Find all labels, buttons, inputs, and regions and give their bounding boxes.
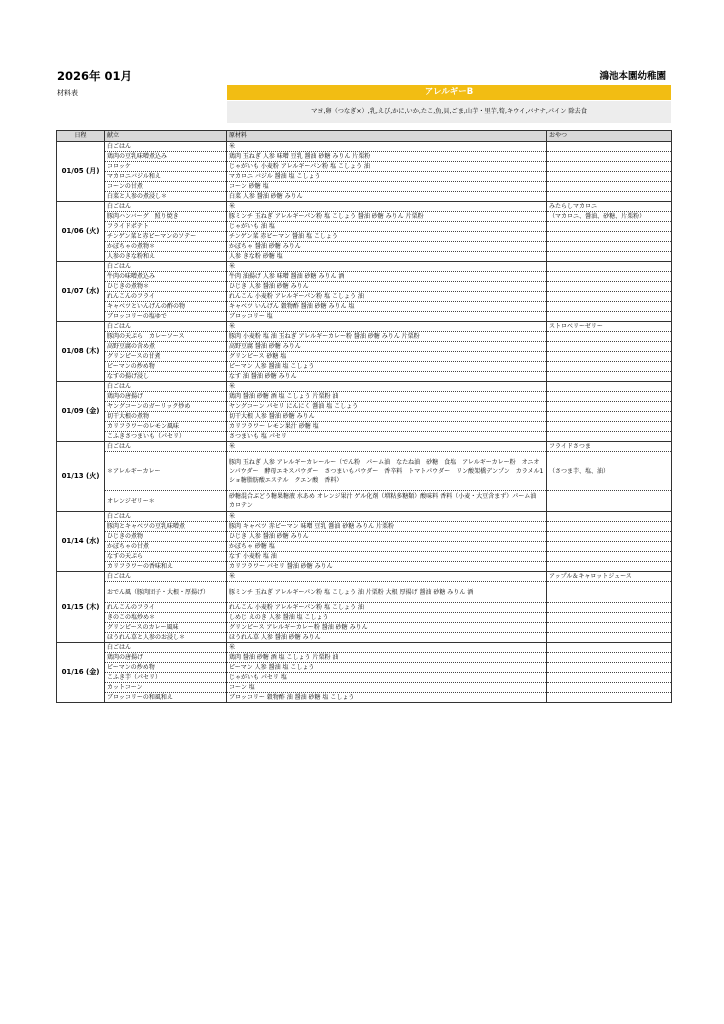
dish-ingredients: じゃがいも 小麦粉 アレルギーパン粉 塩 こしょう 油	[227, 162, 547, 172]
dish-name: こふきさつまいも（パセリ）	[105, 432, 227, 442]
day-date: 01/07 (水)	[57, 262, 105, 322]
snack-cell	[547, 352, 672, 362]
table-row	[57, 512, 672, 522]
dish-ingredients: ピーマン 人参 醤油 塩 こしょう	[227, 663, 547, 673]
snack-cell	[547, 292, 672, 302]
dish-ingredients: 豚肉 玉ねぎ 人参 アレルギーカレールー（でん粉 パーム油 なたね油 砂糖 食塩 アレルギーカレー粉 オニオンパウダー 酵母エキスパウダー さつまいもパウダー 香辛料 トマトパウダー リン酸架橋デンプン カラメル1 ショ糖脂肪酸エステル クエン酸 香料）	[227, 452, 547, 491]
dish-name: 白菜と人参の煮浸し＊	[105, 192, 227, 202]
dish-name: 白ごはん	[105, 572, 227, 582]
dish-name: なすの揚げ浸し	[105, 372, 227, 382]
dish-ingredients: ブロッコリー 塩	[227, 312, 547, 322]
table-row	[57, 342, 672, 352]
table-row	[57, 442, 672, 452]
snack-cell	[547, 382, 672, 392]
snack-cell	[547, 613, 672, 623]
dish-ingredients: グリンピース 砂糖 塩	[227, 352, 547, 362]
table-row	[57, 522, 672, 532]
dish-name: コーンの甘煮	[105, 182, 227, 192]
dish-name: 白ごはん	[105, 382, 227, 392]
dish-ingredients: ひじき 人参 醤油 砂糖 みりん	[227, 282, 547, 292]
table-row	[57, 392, 672, 402]
dish-name: オレンジゼリー＊	[105, 491, 227, 512]
dish-ingredients: チンゲン菜 赤ピーマン 醤油 塩 こしょう	[227, 232, 547, 242]
dish-name: 白ごはん	[105, 322, 227, 332]
dish-name: ひじきの煮物＊	[105, 282, 227, 292]
table-row	[57, 142, 672, 152]
day-date: 01/05 (月)	[57, 142, 105, 202]
dish-name: 鶏肉の唐揚げ	[105, 392, 227, 402]
table-row	[57, 352, 672, 362]
dish-name: 豚肉の天ぷら カレーソース	[105, 332, 227, 342]
dish-ingredients: 砂糖混合ぶどう糖果糖液 水あめ オレンジ果汁 ゲル化剤（増粘多糖類）酸味料 香料（小麦・大豆含まず）パーム油 カロテン	[227, 491, 547, 512]
dish-name: チンゲン菜と赤ピーマンのソテー	[105, 232, 227, 242]
dish-name: 白ごはん	[105, 512, 227, 522]
dish-name: かぼちゃの甘煮	[105, 542, 227, 552]
snack-cell	[547, 162, 672, 172]
snack-cell	[547, 552, 672, 562]
snack-cell	[547, 653, 672, 663]
snack-cell: アップル＆キャロットジュース	[547, 572, 672, 582]
dish-name: きのこの塩炒め＊	[105, 613, 227, 623]
dish-ingredients: 米	[227, 322, 547, 332]
table-row	[57, 673, 672, 683]
snack-cell	[547, 302, 672, 312]
dish-name: 切干大根の煮物	[105, 412, 227, 422]
dish-ingredients: 白菜 人参 醤油 砂糖 みりん	[227, 192, 547, 202]
dish-ingredients: 豚肉 キャベツ 赤ピーマン 味噌 豆乳 醤油 砂糖 みりん 片栗粉	[227, 522, 547, 532]
dish-name: グリンピースの甘煮	[105, 352, 227, 362]
snack-cell	[547, 432, 672, 442]
dish-name: 豚肉とキャベツの豆乳味噌煮	[105, 522, 227, 532]
dish-ingredients: ピーマン 人参 醤油 塩 こしょう	[227, 362, 547, 372]
dish-ingredients: さつまいも 塩 パセリ	[227, 432, 547, 442]
dish-ingredients: キャベツ いんげん 穀物酢 醤油 砂糖 みりん 塩	[227, 302, 547, 312]
table-row	[57, 653, 672, 663]
dish-name: 鶏肉の豆乳味噌煮込み	[105, 152, 227, 162]
snack-cell	[547, 633, 672, 643]
dish-ingredients: 豚ミンチ 玉ねぎ アレルギーパン粉 塩 こしょう 醤油 砂糖 みりん 片栗粉	[227, 212, 547, 222]
dish-ingredients: カリフラワー レモン果汁 砂糖 塩	[227, 422, 547, 432]
dish-ingredients: 米	[227, 382, 547, 392]
dish-name: 白ごはん	[105, 442, 227, 452]
table-row	[57, 182, 672, 192]
table-row	[57, 623, 672, 633]
day-date: 01/16 (金)	[57, 643, 105, 703]
table-row	[57, 272, 672, 282]
dish-name: カリフラワーのレモン風味	[105, 422, 227, 432]
snack-cell	[547, 182, 672, 192]
dish-ingredients: 米	[227, 142, 547, 152]
table-row	[57, 192, 672, 202]
snack-cell	[547, 693, 672, 703]
dish-name: ヤングコーンのガーリック炒め	[105, 402, 227, 412]
snack-cell	[547, 542, 672, 552]
day-date: 01/06 (火)	[57, 202, 105, 262]
dish-ingredients: 鶏肉 醤油 砂糖 酒 塩 こしょう 片栗粉 油	[227, 392, 547, 402]
snack-cell	[547, 362, 672, 372]
dish-name: ＊アレルギーカレー	[105, 452, 227, 491]
snack-cell	[547, 402, 672, 412]
table-row	[57, 412, 672, 422]
dish-ingredients: 人参 きな粉 砂糖 塩	[227, 252, 547, 262]
column-header-snack: おやつ	[547, 131, 672, 142]
table-row	[57, 302, 672, 312]
table-row	[57, 693, 672, 703]
table-row	[57, 582, 672, 603]
snack-cell	[547, 422, 672, 432]
column-header-date: 日程	[57, 131, 105, 142]
dish-name: ほうれん草と人参のお浸し＊	[105, 633, 227, 643]
dish-name: カットコーン	[105, 683, 227, 693]
day-date: 01/13 (火)	[57, 442, 105, 512]
snack-cell	[547, 683, 672, 693]
snack-cell: （マカロニ、醤油、砂糖、片栗粉）	[547, 212, 672, 222]
table-row	[57, 633, 672, 643]
table-row	[57, 162, 672, 172]
day-date: 01/08 (木)	[57, 322, 105, 382]
dish-ingredients: ひじき 人参 醤油 砂糖 みりん	[227, 532, 547, 542]
document-subtitle: 材料表	[57, 89, 78, 97]
dish-name: 白ごはん	[105, 202, 227, 212]
dish-ingredients: 米	[227, 442, 547, 452]
table-row	[57, 603, 672, 613]
table-row	[57, 242, 672, 252]
table-row	[57, 312, 672, 322]
dish-name: 豚肉ハンバーグ 照り焼き	[105, 212, 227, 222]
dish-ingredients: 鶏肉 玉ねぎ 人参 味噌 豆乳 醤油 砂糖 みりん 片栗粉	[227, 152, 547, 162]
dish-name: おでん風（豚肉団子・大根・厚揚げ）	[105, 582, 227, 603]
table-row	[57, 362, 672, 372]
dish-ingredients: グリンピース アレルギーカレー粉 醤油 砂糖 みりん	[227, 623, 547, 633]
dish-ingredients: 切干大根 人参 醤油 砂糖 みりん	[227, 412, 547, 422]
snack-cell	[547, 522, 672, 532]
snack-cell	[547, 232, 672, 242]
dish-name: キャベツといんげんの酢の物	[105, 302, 227, 312]
table-row	[57, 292, 672, 302]
snack-cell	[547, 242, 672, 252]
dish-name: コロッケ	[105, 162, 227, 172]
dish-ingredients: しめじ えのき 人参 醤油 塩 こしょう	[227, 613, 547, 623]
dish-name: こふき芋（パセリ）	[105, 673, 227, 683]
table-row	[57, 663, 672, 673]
snack-cell	[547, 412, 672, 422]
dish-name: 人参のきな粉和え	[105, 252, 227, 262]
table-row	[57, 232, 672, 242]
dish-ingredients: ほうれん草 人参 醤油 砂糖 みりん	[227, 633, 547, 643]
snack-cell	[547, 673, 672, 683]
table-row	[57, 322, 672, 332]
snack-cell	[547, 312, 672, 322]
snack-cell	[547, 342, 672, 352]
snack-cell	[547, 562, 672, 572]
dish-name: 白ごはん	[105, 262, 227, 272]
dish-ingredients: かぼちゃ 醤油 砂糖 みりん	[227, 242, 547, 252]
table-row	[57, 382, 672, 392]
allergen-exclusion-note: マヨ,卵（つなぎ×）,乳,えび,かに,いか,たこ,魚,貝,ごま,山芋・里芋,筍,キウイ,バナナ,パイン 除去食	[227, 101, 671, 123]
dish-name: 鶏肉の唐揚げ	[105, 653, 227, 663]
table-row	[57, 491, 672, 512]
dish-ingredients: 牛肉 油揚げ 人参 味噌 醤油 砂糖 みりん 酒	[227, 272, 547, 282]
dish-ingredients: じゃがいも パセリ 塩	[227, 673, 547, 683]
dish-ingredients: ヤングコーン パセリ にんにく 醤油 塩 こしょう	[227, 402, 547, 412]
dish-name: ピーマンの炒め物	[105, 663, 227, 673]
dish-ingredients: かぼちゃ 砂糖 塩	[227, 542, 547, 552]
dish-name: マカロニバジル和え	[105, 172, 227, 182]
snack-cell	[547, 252, 672, 262]
dish-ingredients: 米	[227, 202, 547, 212]
dish-ingredients: 米	[227, 262, 547, 272]
dish-name: 白ごはん	[105, 643, 227, 653]
snack-cell	[547, 152, 672, 162]
table-row	[57, 262, 672, 272]
dish-ingredients: 豚肉 小麦粉 塩 油 玉ねぎ アレルギーカレー粉 醤油 砂糖 みりん 片栗粉	[227, 332, 547, 342]
table-row	[57, 212, 672, 222]
table-row	[57, 452, 672, 491]
snack-cell	[547, 272, 672, 282]
dish-name: 高野豆腐の含め煮	[105, 342, 227, 352]
table-header-row	[57, 131, 672, 142]
dish-name: ひじきの煮物	[105, 532, 227, 542]
dish-ingredients: カリフラワー パセリ 醤油 砂糖 みりん	[227, 562, 547, 572]
dish-ingredients: コーン 塩	[227, 683, 547, 693]
snack-cell	[547, 372, 672, 382]
dish-ingredients: 高野豆腐 醤油 砂糖 みりん	[227, 342, 547, 352]
snack-cell	[547, 332, 672, 342]
snack-cell	[547, 262, 672, 272]
snack-cell: みたらしマカロニ	[547, 202, 672, 212]
table-row	[57, 572, 672, 582]
dish-name: なすの天ぷら	[105, 552, 227, 562]
dish-name: かぼちゃの煮物＊	[105, 242, 227, 252]
snack-cell	[547, 491, 672, 512]
menu-ingredients-table	[56, 130, 672, 703]
table-row	[57, 683, 672, 693]
allergy-type-banner: アレルギーB	[227, 85, 671, 100]
snack-cell	[547, 582, 672, 603]
snack-cell	[547, 222, 672, 232]
snack-cell	[547, 172, 672, 182]
menu-table-body	[57, 142, 672, 703]
dish-ingredients: 豚ミンチ 玉ねぎ アレルギーパン粉 塩 こしょう 油 片栗粉 大根 厚揚げ 醤油 砂糖 みりん 酒	[227, 582, 547, 603]
table-row	[57, 643, 672, 653]
page-title: 2026年 01月	[57, 69, 133, 83]
dish-name: 白ごはん	[105, 142, 227, 152]
dish-name: ブロッコリーの和風和え	[105, 693, 227, 703]
table-row	[57, 252, 672, 262]
table-row	[57, 202, 672, 212]
snack-cell	[547, 142, 672, 152]
snack-cell: （さつま芋、塩、油）	[547, 452, 672, 491]
dish-ingredients: ブロッコリー 穀物酢 油 醤油 砂糖 塩 こしょう	[227, 693, 547, 703]
table-row	[57, 222, 672, 232]
table-row	[57, 613, 672, 623]
snack-cell	[547, 603, 672, 613]
snack-cell	[547, 532, 672, 542]
snack-cell	[547, 282, 672, 292]
dish-ingredients: 米	[227, 512, 547, 522]
dish-name: フライドポテト	[105, 222, 227, 232]
table-row	[57, 402, 672, 412]
dish-name: れんこんのフライ	[105, 292, 227, 302]
dish-ingredients: れんこん 小麦粉 アレルギーパン粉 塩 こしょう 油	[227, 292, 547, 302]
table-row	[57, 422, 672, 432]
table-row	[57, 372, 672, 382]
dish-name: ピーマンの炒め物	[105, 362, 227, 372]
dish-ingredients: マカロニ バジル 醤油 塩 こしょう	[227, 172, 547, 182]
snack-cell	[547, 663, 672, 673]
dish-ingredients: なす 油 醤油 砂糖 みりん	[227, 372, 547, 382]
table-row	[57, 562, 672, 572]
dish-ingredients: 米	[227, 643, 547, 653]
dish-name: ブロッコリーの塩ゆで	[105, 312, 227, 322]
dish-ingredients: なす 小麦粉 塩 油	[227, 552, 547, 562]
table-row	[57, 332, 672, 342]
day-date: 01/09 (金)	[57, 382, 105, 442]
school-name: 鴻池本園幼稚園	[599, 71, 666, 82]
snack-cell	[547, 192, 672, 202]
dish-ingredients: 鶏肉 醤油 砂糖 酒 塩 こしょう 片栗粉 油	[227, 653, 547, 663]
dish-name: カリフラワーの香味和え	[105, 562, 227, 572]
snack-cell	[547, 392, 672, 402]
dish-name: れんこんのフライ	[105, 603, 227, 613]
day-date: 01/14 (水)	[57, 512, 105, 572]
snack-cell	[547, 643, 672, 653]
dish-ingredients: れんこん 小麦粉 アレルギーパン粉 塩 こしょう 油	[227, 603, 547, 613]
snack-cell	[547, 623, 672, 633]
table-row	[57, 552, 672, 562]
column-header-dish: 献立	[105, 131, 227, 142]
table-row	[57, 172, 672, 182]
table-row	[57, 432, 672, 442]
day-date: 01/15 (木)	[57, 572, 105, 643]
snack-cell: ストロベリーゼリー	[547, 322, 672, 332]
table-row	[57, 542, 672, 552]
snack-cell	[547, 512, 672, 522]
dish-ingredients: コーン 砂糖 塩	[227, 182, 547, 192]
dish-name: グリンピースのカレー風味	[105, 623, 227, 633]
snack-cell: フライドさつま	[547, 442, 672, 452]
dish-ingredients: じゃがいも 油 塩	[227, 222, 547, 232]
table-row	[57, 532, 672, 542]
dish-ingredients: 米	[227, 572, 547, 582]
dish-name: 牛肉の味噌煮込み	[105, 272, 227, 282]
table-row	[57, 152, 672, 162]
table-row	[57, 282, 672, 292]
column-header-ingredients: 原材料	[227, 131, 547, 142]
